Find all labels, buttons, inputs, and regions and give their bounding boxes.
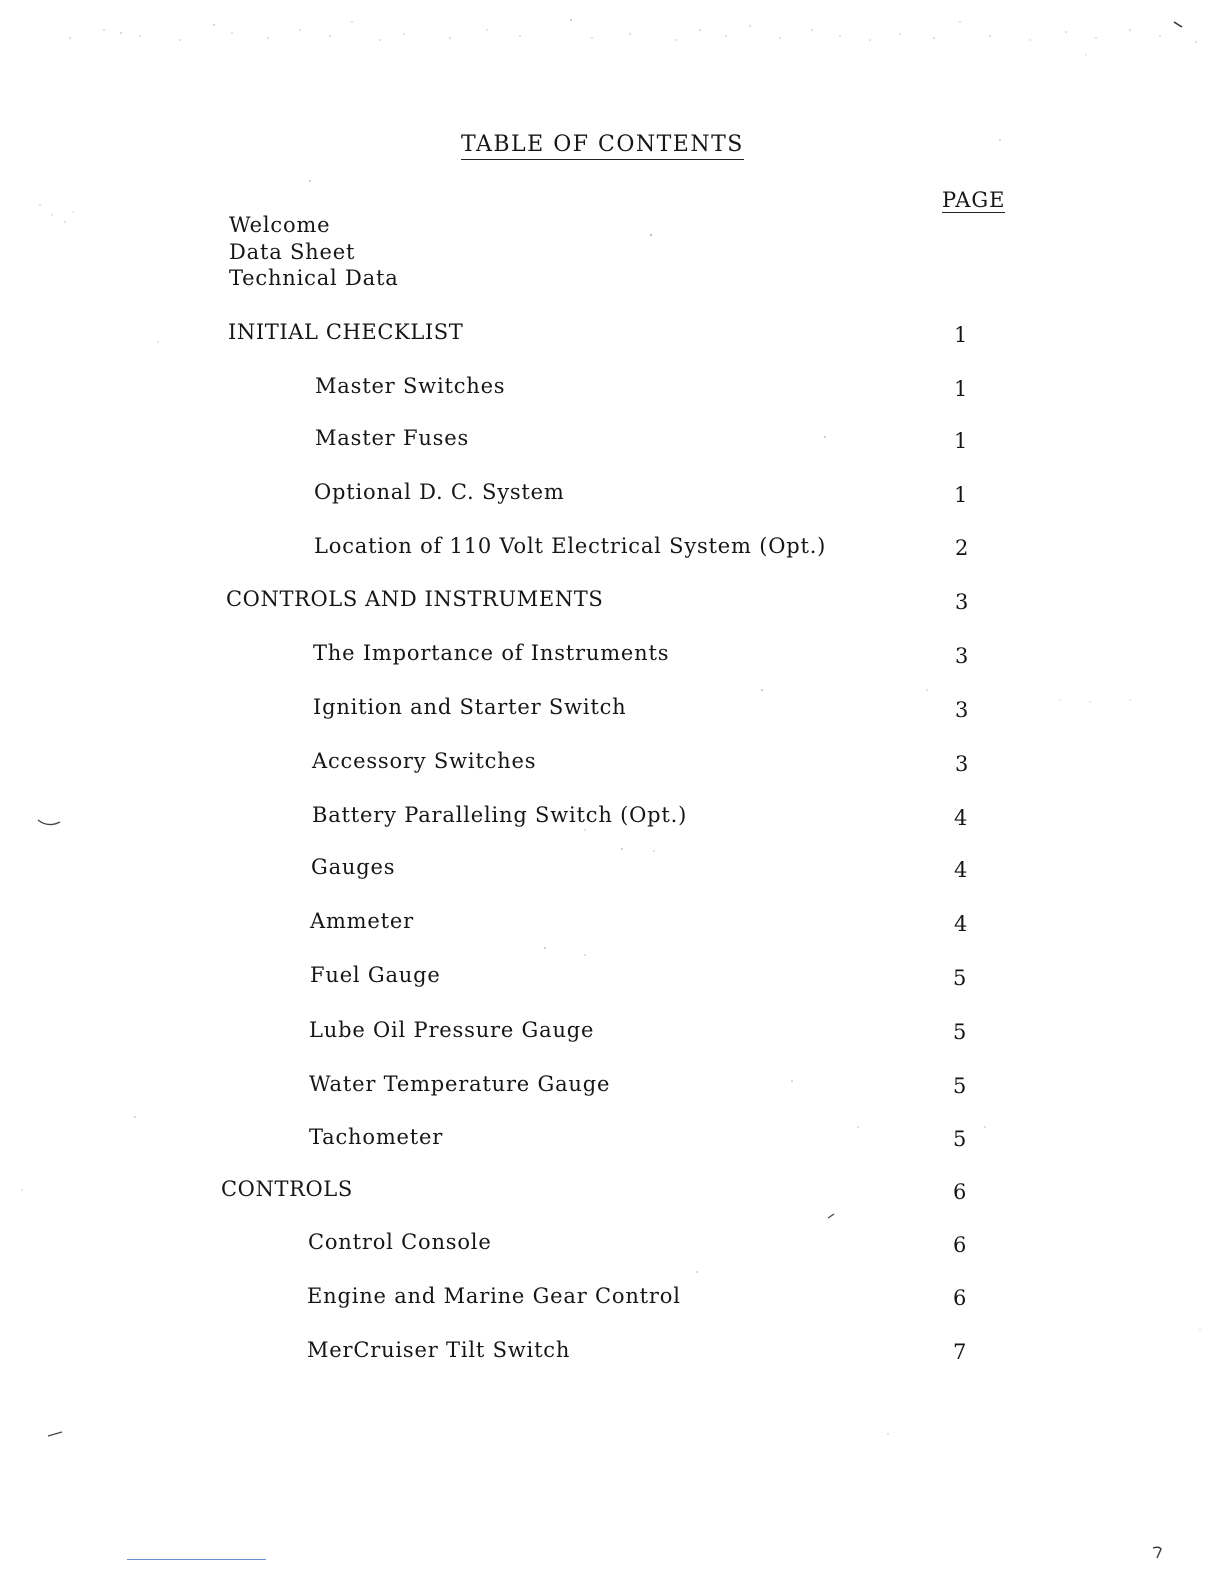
toc-entry-battery-paralleling-switch: Battery Paralleling Switch (Opt.)	[312, 803, 688, 827]
toc-page-control-console: 6	[953, 1233, 967, 1257]
front-matter-welcome: Welcome	[229, 213, 331, 237]
toc-page-engine-marine-gear-control: 6	[953, 1286, 967, 1310]
toc-title: TABLE OF CONTENTS	[461, 132, 744, 160]
toc-page-lube-oil-pressure-gauge: 5	[953, 1020, 967, 1044]
footer-rule	[127, 1559, 266, 1560]
toc-entry-importance-of-instruments: The Importance of Instruments	[313, 641, 670, 665]
toc-entry-accessory-switches: Accessory Switches	[312, 749, 537, 773]
toc-entry-optional-dc-system: Optional D. C. System	[314, 480, 565, 504]
toc-entry-ammeter: Ammeter	[310, 909, 414, 933]
toc-entry-engine-marine-gear-control: Engine and Marine Gear Control	[307, 1284, 681, 1308]
toc-entry-controls: CONTROLS	[221, 1177, 353, 1201]
toc-page-controls: 6	[953, 1180, 967, 1204]
toc-page-ignition-starter-switch: 3	[955, 698, 969, 722]
toc-page-battery-paralleling-switch: 4	[954, 806, 968, 830]
toc-page-110-volt-system: 2	[955, 536, 969, 560]
toc-entry-initial-checklist: INITIAL CHECKLIST	[228, 320, 464, 344]
toc-entry-ignition-starter-switch: Ignition and Starter Switch	[313, 695, 627, 719]
toc-entry-110-volt-system: Location of 110 Volt Electrical System (Opt.)	[314, 534, 827, 558]
toc-page-gauges: 4	[954, 858, 968, 882]
toc-entry-control-console: Control Console	[308, 1230, 492, 1254]
page-column-header: PAGE	[942, 188, 1006, 212]
toc-entry-water-temperature-gauge: Water Temperature Gauge	[309, 1072, 611, 1096]
toc-entry-tachometer: Tachometer	[309, 1125, 444, 1149]
toc-page-water-temperature-gauge: 5	[953, 1074, 967, 1098]
front-matter-technical-data: Technical Data	[229, 266, 399, 290]
toc-page-controls-and-instruments: 3	[955, 590, 969, 614]
toc-entry-fuel-gauge: Fuel Gauge	[310, 963, 441, 987]
toc-page-importance-of-instruments: 3	[955, 644, 969, 668]
toc-page-initial-checklist: 1	[954, 323, 968, 347]
toc-entry-controls-and-instruments: CONTROLS AND INSTRUMENTS	[226, 587, 604, 611]
toc-page-master-fuses: 1	[954, 429, 968, 453]
corner-mark-icon	[1151, 1545, 1165, 1559]
toc-entry-mercruiser-tilt-switch: MerCruiser Tilt Switch	[307, 1338, 571, 1362]
toc-entry-master-switches: Master Switches	[315, 374, 506, 398]
toc-entry-master-fuses: Master Fuses	[315, 426, 470, 450]
toc-page-ammeter: 4	[954, 912, 968, 936]
toc-entry-gauges: Gauges	[311, 855, 396, 879]
front-matter-data-sheet: Data Sheet	[229, 240, 356, 264]
toc-page-mercruiser-tilt-switch: 7	[953, 1340, 967, 1364]
toc-entry-lube-oil-pressure-gauge: Lube Oil Pressure Gauge	[309, 1018, 595, 1042]
toc-page-master-switches: 1	[954, 377, 968, 401]
toc-page-accessory-switches: 3	[955, 752, 969, 776]
toc-page-optional-dc-system: 1	[954, 483, 968, 507]
toc-page-fuel-gauge: 5	[953, 966, 967, 990]
toc-page-tachometer: 5	[953, 1127, 967, 1151]
